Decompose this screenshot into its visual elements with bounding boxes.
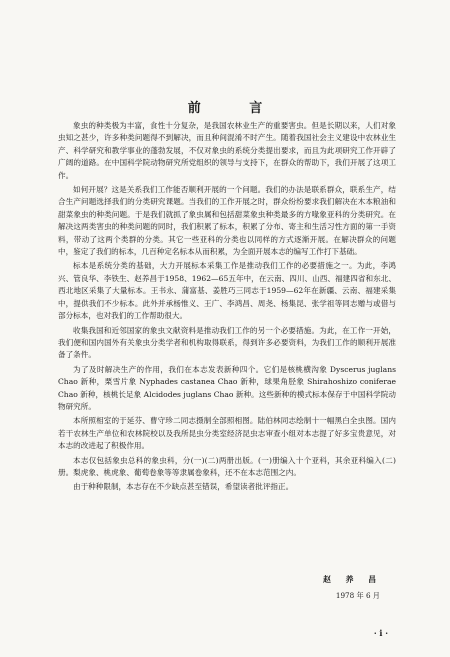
page-number: · i · <box>373 628 388 638</box>
paragraph-3: 标本是系统分类的基础，大力开展标本采集工作是推动我们工作的必要措施之一。为此，李鸿兴、管良华、李铁生、赵养昌于1958、1962—65五年中，在云南、四川、山西、福建四省和东北、西北地区采集了大量标本。王书永、蒲富基、姜胜巧三同志于1959—62年在新疆、云南、福建采集中，提供我们不少标本。此外并承杨惟义、王广、李鸿昌、周尧、杨集昆、张学祖等同志赠与或借与部分标本，也对我们的工作帮助很大。 <box>58 261 396 321</box>
paragraph-6: 本所照相室的于延芬、曹守珍二同志摄制全部照相图。陆伯林同志绘制十一幅黑白全虫图。国内若干农林生产单位和农林院校以及我所昆虫分类室经济昆虫志审查小组对本志提了好多宝贵意见，对本志的改进起了积极作用。 <box>58 416 396 451</box>
paragraph-7: 本志仅包括象虫总科的象虫科，分(一)(二)两册出版。(一)册编入十个亚科，其余亚科编入(二)册。梨虎象、桃虎象、葡萄卷象等等隶属卷象科，还不在本志范围之内。 <box>58 455 396 477</box>
paragraph-5: 为了及时解决生产的作用，我们在本志发表新种四个。它们是核桃横沟象 Dyscerus juglans Chao 新种，栗雪片象 Nyphades castanea Chao 新种，球果角胫象 Shirahoshizo coniferae Chao 新种，核桃长足象 Alcidodes juglans Chao 新种。这些新种的模式标本保存于中国科学院动物研究所。 <box>58 364 396 411</box>
paragraph-4: 收集我国和近邻国家的象虫文献资料是推动我们工作的另一个必要措施。为此，在工作一开始，我们便和国内国外有关象虫分类学者和机构取得联系，得到许多必要资料，为我们工作的顺利开展准备了条件。 <box>58 325 396 360</box>
paragraph-1: 象虫的种类极为丰富，食性十分复杂，是我国农林业生产的重要害虫。但是长期以来，人们对象虫知之甚少，许多种类问题得不到解决，而且种间混淆不时产生。随着我国社会主义建设中农林业生产、科学研究和教学事业的蓬勃发展，不仅对象虫的系统分类提出要求，而且为此项研究工作开辟了广阔的道路。在中国科学院动物研究所党组织的领导与支持下，在群众的帮助下，我们开展了这项工作。 <box>58 121 396 180</box>
paragraph-8: 由于种种限制，本志存在不少缺点甚至错误，希望读者批评指正。 <box>73 482 294 492</box>
date-line: 1978 年 6 月 <box>335 591 380 600</box>
author-signature: 赵 养 昌 <box>323 575 382 584</box>
paragraph-2: 如何开展？这是关系我们工作能否顺利开展的一个问题。我们的办法是联系群众，联系生产，结合生产问题选择我们的分类研究课题。当我们的工作开展之时，群众纷纷要求我们解决在木本粮油和甜菜象虫的种类问题。于是我们就抓了象虫属和包括甜菜象虫种类最多的方喙象亚科的分类研究。在解决这两类害虫的种类问题的同时，我们积累了标本，积累了分布、寄主和生活习性方面的第一手资料，带动了这两个类群的分类。其它一些亚科的分类也以同样的方式逐渐开展。在解决群众的问题中，鉴定了我们的标本，几百种定名标本从而积累，为全面开展本志的编写工作打下基础。 <box>58 185 396 257</box>
preface-body <box>58 120 396 494</box>
page-title: 前 言 <box>187 101 285 116</box>
